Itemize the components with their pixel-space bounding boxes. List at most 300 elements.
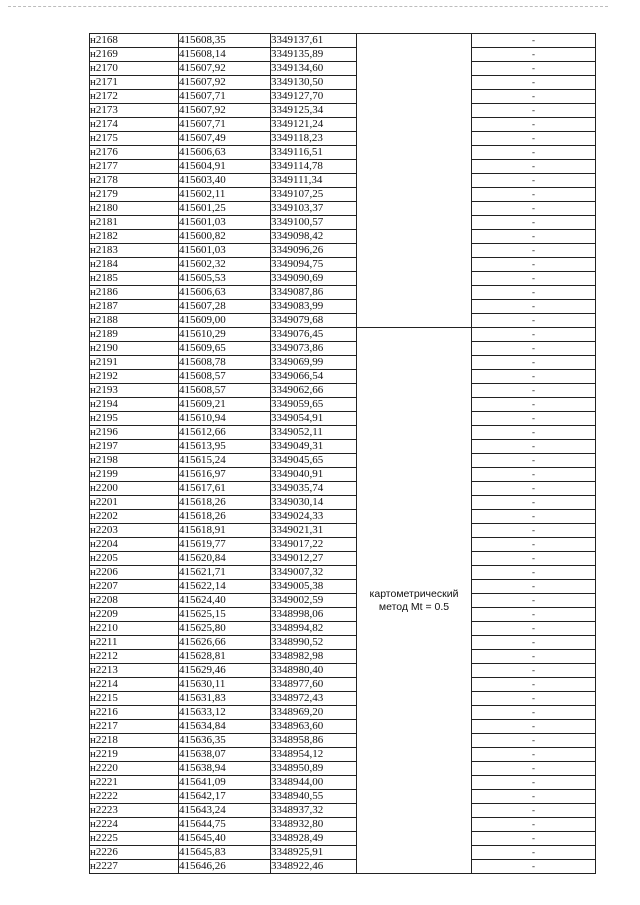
table-row [90, 482, 596, 496]
point-number-cell: н2216 [90, 706, 179, 720]
table-row [90, 594, 596, 608]
table-row [90, 258, 596, 272]
y-coordinate-cell: 3349052,11 [271, 426, 357, 440]
table-row [90, 62, 596, 76]
note-dash-cell: - [472, 314, 596, 328]
x-coordinate-cell: 415606,63 [179, 146, 271, 160]
point-number-cell: н2181 [90, 216, 179, 230]
y-coordinate-cell: 3349137,61 [271, 34, 357, 48]
y-coordinate-cell: 3349130,50 [271, 76, 357, 90]
x-coordinate-cell: 415608,57 [179, 370, 271, 384]
x-coordinate-cell: 415601,25 [179, 202, 271, 216]
point-number-cell: н2215 [90, 692, 179, 706]
x-coordinate-cell: 415601,03 [179, 216, 271, 230]
note-dash-cell: - [472, 398, 596, 412]
y-coordinate-cell: 3348998,06 [271, 608, 357, 622]
point-number-cell: н2172 [90, 90, 179, 104]
point-number-cell: н2214 [90, 678, 179, 692]
note-dash-cell: - [472, 622, 596, 636]
x-coordinate-cell: 415609,65 [179, 342, 271, 356]
note-dash-cell: - [472, 286, 596, 300]
note-dash-cell: - [472, 48, 596, 62]
table-row [90, 34, 596, 48]
y-coordinate-cell: 3349079,68 [271, 314, 357, 328]
y-coordinate-cell: 3349107,25 [271, 188, 357, 202]
x-coordinate-cell: 415608,35 [179, 34, 271, 48]
note-dash-cell: - [472, 510, 596, 524]
x-coordinate-cell: 415634,84 [179, 720, 271, 734]
x-coordinate-cell: 415608,14 [179, 48, 271, 62]
x-coordinate-cell: 415607,92 [179, 62, 271, 76]
y-coordinate-cell: 3348932,80 [271, 818, 357, 832]
y-coordinate-cell: 3348944,00 [271, 776, 357, 790]
x-coordinate-cell: 415641,09 [179, 776, 271, 790]
y-coordinate-cell: 3349040,91 [271, 468, 357, 482]
point-number-cell: н2199 [90, 468, 179, 482]
x-coordinate-cell: 415605,53 [179, 272, 271, 286]
note-dash-cell: - [472, 300, 596, 314]
y-coordinate-cell: 3348928,49 [271, 832, 357, 846]
coordinates-table-body [90, 34, 596, 874]
table-row [90, 566, 596, 580]
y-coordinate-cell: 3348982,98 [271, 650, 357, 664]
x-coordinate-cell: 415609,21 [179, 398, 271, 412]
x-coordinate-cell: 415628,81 [179, 650, 271, 664]
x-coordinate-cell: 415625,80 [179, 622, 271, 636]
table-row [90, 118, 596, 132]
y-coordinate-cell: 3349098,42 [271, 230, 357, 244]
table-row [90, 230, 596, 244]
point-number-cell: н2173 [90, 104, 179, 118]
y-coordinate-cell: 3349030,14 [271, 496, 357, 510]
table-row [90, 314, 596, 328]
table-row [90, 216, 596, 230]
y-coordinate-cell: 3349017,22 [271, 538, 357, 552]
x-coordinate-cell: 415603,40 [179, 174, 271, 188]
note-dash-cell: - [472, 342, 596, 356]
point-number-cell: н2185 [90, 272, 179, 286]
x-coordinate-cell: 415607,49 [179, 132, 271, 146]
table-row [90, 146, 596, 160]
x-coordinate-cell: 415618,26 [179, 510, 271, 524]
note-dash-cell: - [472, 412, 596, 426]
table-row [90, 468, 596, 482]
table-row [90, 720, 596, 734]
note-dash-cell: - [472, 818, 596, 832]
note-dash-cell: - [472, 678, 596, 692]
note-dash-cell: - [472, 734, 596, 748]
y-coordinate-cell: 3349024,33 [271, 510, 357, 524]
table-row [90, 76, 596, 90]
table-row [90, 832, 596, 846]
note-dash-cell: - [472, 118, 596, 132]
x-coordinate-cell: 415613,95 [179, 440, 271, 454]
y-coordinate-cell: 3349127,70 [271, 90, 357, 104]
note-dash-cell: - [472, 608, 596, 622]
table-row [90, 398, 596, 412]
table-row [90, 356, 596, 370]
table-row [90, 160, 596, 174]
point-number-cell: н2180 [90, 202, 179, 216]
x-coordinate-cell: 415602,11 [179, 188, 271, 202]
note-dash-cell: - [472, 720, 596, 734]
table-row [90, 678, 596, 692]
point-number-cell: н2206 [90, 566, 179, 580]
y-coordinate-cell: 3349083,99 [271, 300, 357, 314]
point-number-cell: н2201 [90, 496, 179, 510]
table-row [90, 90, 596, 104]
note-dash-cell: - [472, 860, 596, 874]
note-dash-cell: - [472, 580, 596, 594]
note-dash-cell: - [472, 468, 596, 482]
y-coordinate-cell: 3349069,99 [271, 356, 357, 370]
y-coordinate-cell: 3348922,46 [271, 860, 357, 874]
point-number-cell: н2205 [90, 552, 179, 566]
y-coordinate-cell: 3349118,23 [271, 132, 357, 146]
coordinates-table [89, 33, 596, 874]
x-coordinate-cell: 415638,94 [179, 762, 271, 776]
point-number-cell: н2178 [90, 174, 179, 188]
point-number-cell: н2177 [90, 160, 179, 174]
note-dash-cell: - [472, 62, 596, 76]
table-row [90, 692, 596, 706]
point-number-cell: н2208 [90, 594, 179, 608]
note-dash-cell: - [472, 538, 596, 552]
note-dash-cell: - [472, 776, 596, 790]
note-dash-cell: - [472, 846, 596, 860]
note-dash-cell: - [472, 370, 596, 384]
point-number-cell: н2200 [90, 482, 179, 496]
y-coordinate-cell: 3349134,60 [271, 62, 357, 76]
point-number-cell: н2170 [90, 62, 179, 76]
y-coordinate-cell: 3349100,57 [271, 216, 357, 230]
accuracy-method-cell [357, 328, 472, 874]
note-dash-cell: - [472, 244, 596, 258]
x-coordinate-cell: 415609,00 [179, 314, 271, 328]
x-coordinate-cell: 415608,78 [179, 356, 271, 370]
point-number-cell: н2182 [90, 230, 179, 244]
table-row [90, 48, 596, 62]
x-coordinate-cell: 415602,32 [179, 258, 271, 272]
method-line-1: картометрический [369, 587, 459, 600]
y-coordinate-cell: 3348958,86 [271, 734, 357, 748]
table-row [90, 202, 596, 216]
point-number-cell: н2196 [90, 426, 179, 440]
table-row [90, 188, 596, 202]
x-coordinate-cell: 415633,12 [179, 706, 271, 720]
table-row [90, 328, 596, 342]
x-coordinate-cell: 415625,15 [179, 608, 271, 622]
y-coordinate-cell: 3349059,65 [271, 398, 357, 412]
table-row [90, 132, 596, 146]
point-number-cell: н2226 [90, 846, 179, 860]
x-coordinate-cell: 415621,71 [179, 566, 271, 580]
note-dash-cell: - [472, 650, 596, 664]
table-row [90, 748, 596, 762]
x-coordinate-cell: 415638,07 [179, 748, 271, 762]
point-number-cell: н2190 [90, 342, 179, 356]
point-number-cell: н2227 [90, 860, 179, 874]
note-dash-cell: - [472, 552, 596, 566]
table-row [90, 300, 596, 314]
point-number-cell: н2217 [90, 720, 179, 734]
table-row [90, 384, 596, 398]
point-number-cell: н2171 [90, 76, 179, 90]
x-coordinate-cell: 415642,17 [179, 790, 271, 804]
table-row [90, 552, 596, 566]
x-coordinate-cell: 415636,35 [179, 734, 271, 748]
point-number-cell: н2194 [90, 398, 179, 412]
y-coordinate-cell: 3348954,12 [271, 748, 357, 762]
point-number-cell: н2174 [90, 118, 179, 132]
x-coordinate-cell: 415624,40 [179, 594, 271, 608]
x-coordinate-cell: 415607,28 [179, 300, 271, 314]
point-number-cell: н2218 [90, 734, 179, 748]
y-coordinate-cell: 3349087,86 [271, 286, 357, 300]
y-coordinate-cell: 3348972,43 [271, 692, 357, 706]
note-dash-cell: - [472, 832, 596, 846]
point-number-cell: н2192 [90, 370, 179, 384]
table-row [90, 524, 596, 538]
y-coordinate-cell: 3349021,31 [271, 524, 357, 538]
y-coordinate-cell: 3349054,91 [271, 412, 357, 426]
point-number-cell: н2179 [90, 188, 179, 202]
method-cell-empty [357, 34, 472, 328]
y-coordinate-cell: 3349103,37 [271, 202, 357, 216]
x-coordinate-cell: 415646,26 [179, 860, 271, 874]
point-number-cell: н2203 [90, 524, 179, 538]
note-dash-cell: - [472, 34, 596, 48]
table-row [90, 104, 596, 118]
x-coordinate-cell: 415616,97 [179, 468, 271, 482]
note-dash-cell: - [472, 104, 596, 118]
note-dash-cell: - [472, 188, 596, 202]
y-coordinate-cell: 3349096,26 [271, 244, 357, 258]
point-number-cell: н2222 [90, 790, 179, 804]
table-row [90, 370, 596, 384]
y-coordinate-cell: 3348950,89 [271, 762, 357, 776]
x-coordinate-cell: 415600,82 [179, 230, 271, 244]
table-row [90, 622, 596, 636]
x-coordinate-cell: 415610,94 [179, 412, 271, 426]
table-row [90, 580, 596, 594]
y-coordinate-cell: 3349076,45 [271, 328, 357, 342]
x-coordinate-cell: 415643,24 [179, 804, 271, 818]
point-number-cell: н2191 [90, 356, 179, 370]
table-row [90, 776, 596, 790]
y-coordinate-cell: 3349007,32 [271, 566, 357, 580]
table-row [90, 510, 596, 524]
note-dash-cell: - [472, 202, 596, 216]
note-dash-cell: - [472, 230, 596, 244]
y-coordinate-cell: 3349135,89 [271, 48, 357, 62]
table-row [90, 846, 596, 860]
x-coordinate-cell: 415630,11 [179, 678, 271, 692]
y-coordinate-cell: 3349062,66 [271, 384, 357, 398]
x-coordinate-cell: 415607,71 [179, 90, 271, 104]
point-number-cell: н2207 [90, 580, 179, 594]
y-coordinate-cell: 3348980,40 [271, 664, 357, 678]
point-number-cell: н2225 [90, 832, 179, 846]
point-number-cell: н2187 [90, 300, 179, 314]
note-dash-cell: - [472, 636, 596, 650]
note-dash-cell: - [472, 384, 596, 398]
y-coordinate-cell: 3349012,27 [271, 552, 357, 566]
y-coordinate-cell: 3348925,91 [271, 846, 357, 860]
note-dash-cell: - [472, 594, 596, 608]
point-number-cell: н2168 [90, 34, 179, 48]
x-coordinate-cell: 415604,91 [179, 160, 271, 174]
note-dash-cell: - [472, 748, 596, 762]
note-dash-cell: - [472, 216, 596, 230]
table-row [90, 860, 596, 874]
x-coordinate-cell: 415607,92 [179, 76, 271, 90]
point-number-cell: н2204 [90, 538, 179, 552]
table-row [90, 496, 596, 510]
y-coordinate-cell: 3348969,20 [271, 706, 357, 720]
note-dash-cell: - [472, 496, 596, 510]
note-dash-cell: - [472, 174, 596, 188]
point-number-cell: н2183 [90, 244, 179, 258]
y-coordinate-cell: 3349005,38 [271, 580, 357, 594]
x-coordinate-cell: 415620,84 [179, 552, 271, 566]
note-dash-cell: - [472, 146, 596, 160]
x-coordinate-cell: 415615,24 [179, 454, 271, 468]
x-coordinate-cell: 415618,26 [179, 496, 271, 510]
y-coordinate-cell: 3349002,59 [271, 594, 357, 608]
note-dash-cell: - [472, 804, 596, 818]
y-coordinate-cell: 3349116,51 [271, 146, 357, 160]
y-coordinate-cell: 3348990,52 [271, 636, 357, 650]
x-coordinate-cell: 415629,46 [179, 664, 271, 678]
x-coordinate-cell: 415618,91 [179, 524, 271, 538]
y-coordinate-cell: 3349121,24 [271, 118, 357, 132]
y-coordinate-cell: 3349045,65 [271, 454, 357, 468]
note-dash-cell: - [472, 706, 596, 720]
point-number-cell: н2209 [90, 608, 179, 622]
point-number-cell: н2193 [90, 384, 179, 398]
table-row [90, 650, 596, 664]
table-row [90, 818, 596, 832]
y-coordinate-cell: 3349073,86 [271, 342, 357, 356]
point-number-cell: н2220 [90, 762, 179, 776]
note-dash-cell: - [472, 258, 596, 272]
table-row [90, 790, 596, 804]
x-coordinate-cell: 415607,71 [179, 118, 271, 132]
point-number-cell: н2198 [90, 454, 179, 468]
table-row [90, 412, 596, 426]
table-row [90, 440, 596, 454]
point-number-cell: н2195 [90, 412, 179, 426]
table-row [90, 426, 596, 440]
x-coordinate-cell: 415612,66 [179, 426, 271, 440]
point-number-cell: н2188 [90, 314, 179, 328]
y-coordinate-cell: 3349111,34 [271, 174, 357, 188]
point-number-cell: н2213 [90, 664, 179, 678]
note-dash-cell: - [472, 664, 596, 678]
x-coordinate-cell: 415645,40 [179, 832, 271, 846]
scan-top-edge-line [8, 6, 608, 7]
table-row [90, 286, 596, 300]
note-dash-cell: - [472, 440, 596, 454]
table-row [90, 664, 596, 678]
note-dash-cell: - [472, 790, 596, 804]
point-number-cell: н2184 [90, 258, 179, 272]
point-number-cell: н2169 [90, 48, 179, 62]
x-coordinate-cell: 415601,03 [179, 244, 271, 258]
table-row [90, 272, 596, 286]
table-row [90, 706, 596, 720]
note-dash-cell: - [472, 356, 596, 370]
y-coordinate-cell: 3348937,32 [271, 804, 357, 818]
point-number-cell: н2212 [90, 650, 179, 664]
x-coordinate-cell: 415619,77 [179, 538, 271, 552]
x-coordinate-cell: 415644,75 [179, 818, 271, 832]
y-coordinate-cell: 3349066,54 [271, 370, 357, 384]
point-number-cell: н2186 [90, 286, 179, 300]
x-coordinate-cell: 415607,92 [179, 104, 271, 118]
table-row [90, 636, 596, 650]
note-dash-cell: - [472, 692, 596, 706]
y-coordinate-cell: 3348963,60 [271, 720, 357, 734]
note-dash-cell: - [472, 132, 596, 146]
point-number-cell: н2197 [90, 440, 179, 454]
table-row [90, 608, 596, 622]
x-coordinate-cell: 415608,57 [179, 384, 271, 398]
table-row [90, 762, 596, 776]
note-dash-cell: - [472, 90, 596, 104]
table-row [90, 454, 596, 468]
note-dash-cell: - [472, 454, 596, 468]
note-dash-cell: - [472, 76, 596, 90]
point-number-cell: н2223 [90, 804, 179, 818]
note-dash-cell: - [472, 426, 596, 440]
note-dash-cell: - [472, 482, 596, 496]
x-coordinate-cell: 415610,29 [179, 328, 271, 342]
y-coordinate-cell: 3349094,75 [271, 258, 357, 272]
point-number-cell: н2221 [90, 776, 179, 790]
table-row [90, 538, 596, 552]
point-number-cell: н2210 [90, 622, 179, 636]
y-coordinate-cell: 3348940,55 [271, 790, 357, 804]
point-number-cell: н2211 [90, 636, 179, 650]
y-coordinate-cell: 3349125,34 [271, 104, 357, 118]
note-dash-cell: - [472, 524, 596, 538]
y-coordinate-cell: 3349114,78 [271, 160, 357, 174]
method-line-2: метод Mt = 0.5 [378, 600, 450, 613]
x-coordinate-cell: 415617,61 [179, 482, 271, 496]
x-coordinate-cell: 415606,63 [179, 286, 271, 300]
point-number-cell: н2219 [90, 748, 179, 762]
point-number-cell: н2202 [90, 510, 179, 524]
point-number-cell: н2224 [90, 818, 179, 832]
note-dash-cell: - [472, 566, 596, 580]
note-dash-cell: - [472, 272, 596, 286]
point-number-cell: н2175 [90, 132, 179, 146]
y-coordinate-cell: 3348977,60 [271, 678, 357, 692]
x-coordinate-cell: 415645,83 [179, 846, 271, 860]
table-row [90, 244, 596, 258]
x-coordinate-cell: 415622,14 [179, 580, 271, 594]
table-row [90, 734, 596, 748]
y-coordinate-cell: 3348994,82 [271, 622, 357, 636]
y-coordinate-cell: 3349090,69 [271, 272, 357, 286]
point-number-cell: н2189 [90, 328, 179, 342]
note-dash-cell: - [472, 160, 596, 174]
table-row [90, 804, 596, 818]
x-coordinate-cell: 415631,83 [179, 692, 271, 706]
table-row [90, 342, 596, 356]
